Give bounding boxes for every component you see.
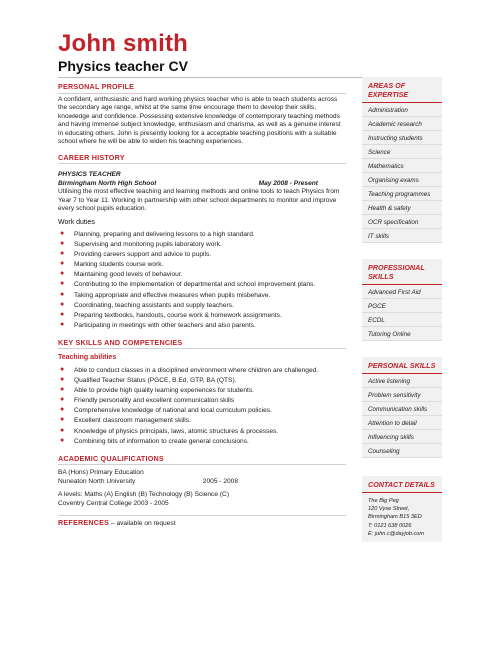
bullet-icon: ●	[60, 365, 65, 373]
duty-item	[58, 312, 346, 321]
duty-item	[58, 241, 346, 250]
personal-box	[362, 357, 442, 458]
professional-skill-item: Tutoring Online	[362, 327, 442, 341]
duties-heading: Work duties	[58, 218, 95, 226]
skills-list	[58, 367, 346, 446]
duty-text: Participating in meetings with other teachers and also parents.	[74, 321, 256, 329]
skills-heading: KEY SKILLS AND COMPETENCIES	[58, 339, 346, 350]
bullet-icon: ●	[60, 300, 65, 308]
bullet-icon: ●	[60, 240, 65, 248]
references-text: – available on request	[109, 520, 176, 528]
skills-subheading: Teaching abilities	[58, 354, 117, 362]
career-dates: May 2008 - Present	[258, 179, 318, 187]
expertise-box	[362, 77, 442, 243]
bullet-icon: ●	[60, 270, 65, 278]
contact-heading: CONTACT DETAILS	[362, 476, 442, 493]
personal-heading: PERSONAL SKILLS	[362, 357, 442, 374]
expertise-skill-item: Mathematics	[362, 159, 442, 173]
contact-line: T: 0121 638 0026	[368, 522, 412, 529]
skill-text: Comprehensive knowledge of national and local curriculum policies.	[74, 407, 272, 415]
bullet-icon: ●	[60, 416, 65, 424]
duty-text: Maintaining good levels of behaviour.	[74, 271, 183, 279]
cv-name: John smith	[58, 30, 189, 57]
professional-box	[362, 259, 442, 341]
personal-skill-item: Communication skills	[362, 402, 442, 416]
career-school: Birmingham North High School	[58, 179, 157, 187]
skill-item	[58, 417, 346, 426]
duty-item	[58, 271, 346, 280]
career-text: Utilising the most effective teaching and learning methods and online tools to teach Physics from Year 7 to Year 11. Working in partnership with other school departments to monitor and improve every school pupils education.	[58, 188, 340, 212]
career-role: PHYSICS TEACHER	[58, 171, 121, 178]
duty-text: Planning, preparing and delivering lessons to a high standard.	[74, 231, 255, 238]
professional-skill-item: ECDL	[362, 313, 442, 327]
personal-skill-item: Attention to detail	[362, 416, 442, 430]
sidebar	[362, 77, 442, 542]
bullet-icon: ●	[60, 260, 65, 268]
duty-item	[58, 261, 346, 270]
bullet-icon: ●	[60, 250, 65, 258]
expertise-skill-item: Organising exams	[362, 173, 442, 187]
education-heading: ACADEMIC QUALIFICATIONS	[58, 455, 346, 466]
duty-item	[58, 322, 346, 331]
skill-text: Combining bits of information to create general conclusions.	[74, 437, 249, 445]
profile-heading: PERSONAL PROFILE	[58, 83, 346, 94]
skill-item	[58, 438, 346, 447]
cv-job-title: Physics teacher CV	[58, 58, 188, 74]
contact-box	[362, 476, 442, 542]
duty-text: Preparing textbooks, handouts, course work & homework assignments.	[74, 311, 282, 319]
expertise-skill-item: Science	[362, 145, 442, 159]
expertise-heading: AREAS OF EXPERTISE	[362, 77, 442, 103]
duty-item	[58, 231, 346, 240]
skill-text: Knowledge of physics principals, laws, atomic structures & processes.	[74, 427, 279, 435]
expertise-skill-item: Academic research	[362, 117, 442, 131]
skill-item	[58, 367, 346, 376]
bullet-icon: ●	[60, 320, 65, 328]
contact-line: The Big Peg	[368, 498, 399, 504]
bullet-icon: ●	[60, 310, 65, 318]
duty-text: Coordinating, teaching assistants and supply teachers.	[74, 301, 234, 309]
education-university-dates: 2005 - 2008	[202, 477, 238, 485]
bullet-icon: ●	[60, 406, 65, 414]
skill-text: Able to provide high quality learning experiences for students.	[74, 387, 254, 395]
education-alevels: A levels: Maths (A) English (B) Technology (B) Science (C)	[58, 491, 230, 499]
bullet-icon: ●	[60, 386, 65, 394]
expertise-skill-item: IT skills	[362, 229, 442, 243]
contact-line: E: john.c@dayjob.com	[368, 530, 425, 537]
references-label: REFERENCES	[58, 518, 110, 528]
duty-text: Taking appropriate and effective measures when pupils misbehave.	[74, 291, 271, 299]
skill-item	[58, 407, 346, 416]
education-college: Coventry Central College 2003 - 2005	[58, 499, 169, 507]
expertise-skill-item: Teaching programmes	[362, 187, 442, 201]
duty-item	[58, 302, 346, 311]
bullet-icon: ●	[60, 376, 65, 384]
contact-line: Birmingham B15 3ED	[368, 514, 422, 521]
career-heading: CAREER HISTORY	[58, 154, 346, 165]
professional-heading: PROFESSIONAL SKILLS	[362, 259, 442, 285]
duty-text: Providing careers support and advice to pupils.	[74, 251, 212, 259]
expertise-skill-item: Administration	[362, 103, 442, 117]
skill-item	[58, 387, 346, 396]
expertise-skill-item: Health & safety	[362, 201, 442, 215]
bullet-icon: ●	[60, 426, 65, 434]
personal-skill-item: Active listening	[362, 374, 442, 388]
bullet-icon: ●	[60, 280, 65, 288]
profile-text: A confident, enthusiastic and hard working physics teacher who is able to teach students across the secondary age range, whilst at the same time encourage them to develop their skills, knowledge and confidence. Possessing extensive knowledge of contemporary teaching methods and having immense subject knowledge, enthusiasm and charisma, as well as a genuine interest in educating others. John is presently looking for a acceptable teaching positions with a suitable school where he will be able to widen his teaching experiences.	[58, 95, 341, 145]
duty-item	[58, 251, 346, 260]
duty-text: Contributing to the implementation of departmental and school improvement plans.	[74, 281, 316, 289]
skill-text: Friendly personality and excellent communication skills	[74, 397, 235, 405]
bullet-icon: ●	[60, 396, 65, 404]
bullet-icon: ●	[60, 436, 65, 444]
expertise-skill-item: OCR specification	[362, 215, 442, 229]
personal-skill-item: Problem sensitivity	[362, 388, 442, 402]
professional-skill-item: Advanced First Aid	[362, 285, 442, 299]
duty-text: Supervising and monitoring pupils laboratory work.	[74, 241, 222, 249]
skill-text: Excellent classroom management skills.	[74, 417, 191, 425]
skill-text: Able to conduct classes in a disciplined environment where children are challenged.	[74, 366, 319, 374]
skill-item	[58, 377, 346, 386]
education-university: Nuneaton North University	[58, 477, 136, 485]
professional-skill-item: PGCE	[362, 299, 442, 313]
bullet-icon: ●	[60, 290, 65, 298]
main-column	[58, 83, 346, 529]
personal-skill-item: Counseling	[362, 444, 442, 458]
duty-item	[58, 281, 346, 290]
skill-item	[58, 397, 346, 406]
duties-list	[58, 231, 346, 330]
duty-item	[58, 292, 346, 301]
education-degree: BA (Hons) Primary Education	[58, 469, 144, 477]
skill-text: Qualified Teacher Status (PGCE, B.Ed, GTP, BA (QTS).	[74, 377, 237, 385]
personal-skill-item: Influencing skills	[362, 430, 442, 444]
expertise-skill-item: Instructing students	[362, 131, 442, 145]
bullet-icon: ●	[60, 230, 65, 237]
skill-item	[58, 428, 346, 437]
duty-text: Marking students course work.	[74, 261, 164, 269]
contact-line: 120 Vyse Street,	[368, 506, 410, 513]
